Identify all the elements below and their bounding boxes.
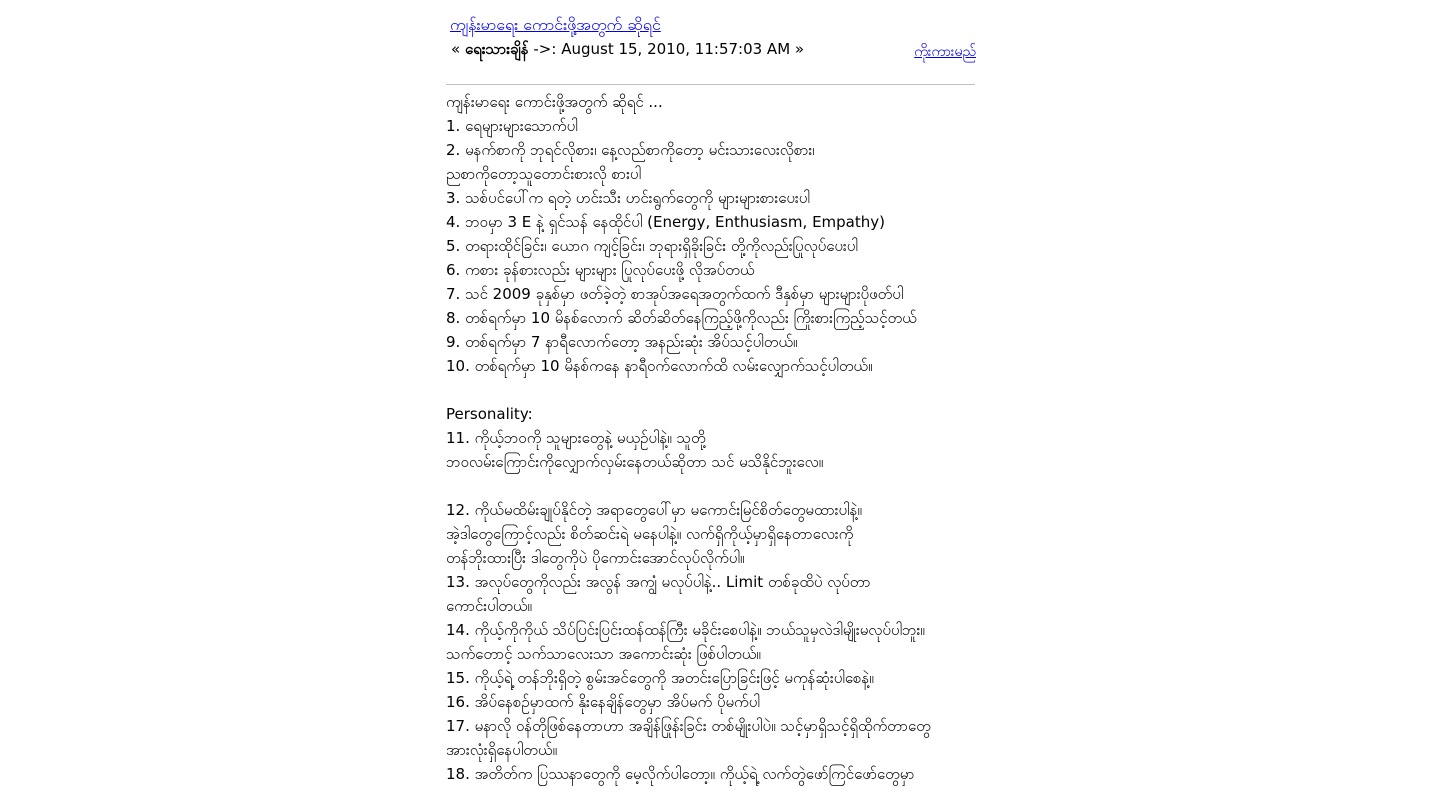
post-body-line: 14. ကိုယ့်ကိုကိုယ် သိပ်ပြင်းပြင်းထန်ထန်ကြီး မခိုင်းစေပါနဲ့။ ဘယ်သူမှလဲဒါမျိုးမလုပ်ပါဘူး။ (446, 621, 925, 639)
meta-prefix: « (451, 40, 461, 58)
post-datetime: August 15, 2010, 11:57:03 AM (561, 40, 791, 58)
post-body-line: ကျန်းမာရေး ကောင်းဖို့အတွက် ဆိုရင် ... (446, 93, 663, 111)
quote-link[interactable]: ကိုးကားမည် (914, 44, 976, 60)
post-body-line: 8. တစ်ရက်မှာ 10 မိနစ်လောက် ဆိတ်ဆိတ်နေကြည့်ဖို့ကိုလည်း ကြိုးစားကြည့်သင့်တယ် (446, 309, 917, 327)
post-body-line: 12. ကိုယ်မထိမ်းချုပ်နိုင်တဲ့ အရာတွေပေါ်မှာ မကောင်းမြင်စိတ်တွေမထားပါနဲ့။ (446, 501, 862, 519)
post-body-line: ကောင်းပါတယ်။ (446, 597, 532, 615)
post-body-line (446, 474, 976, 498)
meta-label: ရေးသားချိန် (464, 40, 529, 58)
post-body-line: 6. ကစား ခုန်စားလည်း များများ ပြုလုပ်ပေးဖို့ လိုအပ်တယ် (446, 261, 755, 279)
post-body-line: 15. ကိုယ့်ရဲ့ တန်ဘိုးရှိတဲ့ စွမ်းအင်တွေကို အတင်းပြောခြင်းဖြင့် မကုန်ဆုံးပါစေနဲ့။ (446, 669, 874, 687)
post-body-line: သက်တောင့် သက်သာလေးသာ အကောင်းဆုံး ဖြစ်ပါတယ်။ (446, 645, 761, 663)
post-body-line: ညစာကိုတော့သူတောင်းစားလို စားပါ (446, 165, 642, 183)
post-body-line: 2. မနက်စာကို ဘုရင်လိုစား၊ နေ့လည်စာကိုတော့ မင်းသားလေးလိုစား၊ (446, 141, 815, 159)
post-body-line (446, 378, 976, 402)
post-body-line: 10. တစ်ရက်မှာ 10 မိနစ်ကနေ နာရီဝက်လောက်ထိ လမ်းလျှောက်သင့်ပါတယ်။ (446, 357, 873, 375)
post-meta (451, 40, 804, 62)
post-body-line: 17. မနာလို ဝန်တိုဖြစ်နေတာဟာ အချိန်ဖြုန်းခြင်း တစ်မျိုးပါပဲ။ သင့်မှာရှိသင့်ရှိထိုက်တာတွေ (446, 717, 931, 735)
post-body-line: 13. အလုပ်တွေကိုလည်း အလွန် အကျွံ မလုပ်ပါနဲ့.. Limit တစ်ခုထိပဲ လုပ်တာ (446, 573, 871, 591)
post-body-line: 9. တစ်ရက်မှာ 7 နာရီလောက်တော့ အနည်းဆုံး အိပ်သင့်ပါတယ်။ (446, 333, 798, 351)
post-body-line: အဲ့ဒါတွေကြောင့်လည်း စိတ်ဆင်းရဲ မနေပါနဲ့။ လက်ရှိကိုယ့်မှာရှိနေတာလေးကို (446, 525, 854, 543)
post-body-line: 3. သစ်ပင်ပေါ်က ရတဲ့ ဟင်းသီး ဟင်းရွက်တွေကို များများစားပေးပါ (446, 189, 810, 207)
post-divider (446, 84, 975, 85)
post-body-line: 16. အိပ်နေစဉ်မှာထက် နိုးနေချိန်တွေမှာ အိပ်မက် ပိုမက်ပါ (446, 693, 760, 711)
forum-post (446, 10, 976, 783)
meta-arrow: ->: (533, 40, 557, 58)
post-body-line: ဘဝလမ်းကြောင်းကိုလျှောက်လှမ်းနေတယ်ဆိုတာ သင် မသိနိုင်ဘူးလေ။ (446, 453, 824, 471)
post-body-line: 1. ရေများများသောက်ပါ (446, 117, 578, 135)
post-body-line: Personality: (446, 405, 533, 423)
post-body-line: 18. အတိတ်က ပြဿနာတွေကို မေ့လိုက်ပါတော့။ ကိုယ့်ရဲ့ လက်တွဲဖော်ကြင်ဖော်တွေမှာ (446, 765, 915, 783)
post-body-line: 11. ကိုယ့်ဘဝကို သူများတွေနဲ့ မယှဉ်ပါနဲ့။ သူတို့ (446, 429, 706, 447)
post-body-line: 4. ဘဝမှာ 3 E နဲ့ ရှင်သန် နေထိုင်ပါ (Energy, Enthusiasm, Empathy) (446, 213, 885, 231)
post-body (446, 90, 976, 786)
post-header (446, 10, 976, 70)
post-body-line: တန်ဘိုးထားပြီး ဒါတွေကိုပဲ ပိုကောင်းအောင်လုပ်လိုက်ပါ။ (446, 549, 745, 567)
post-body-line: 5. တရားထိုင်ခြင်း၊ ယောဂ ကျင့်ခြင်း၊ ဘုရားရှိခိုးခြင်း တို့ကိုလည်းပြုလုပ်ပေးပါ (446, 237, 858, 255)
post-body-line: အားလုံးရှိနေပါတယ်။ (446, 741, 557, 759)
post-title-link[interactable]: ကျန်းမာရေး ကောင်းဖို့အတွက် ဆိုရင် (450, 15, 661, 34)
meta-suffix: » (794, 40, 805, 58)
post-body-line: 7. သင် 2009 ခုနှစ်မှာ ဖတ်ခဲ့တဲ့ စာအုပ်အရေအတွက်ထက် ဒီနှစ်မှာ များများပိုဖတ်ပါ (446, 285, 904, 303)
